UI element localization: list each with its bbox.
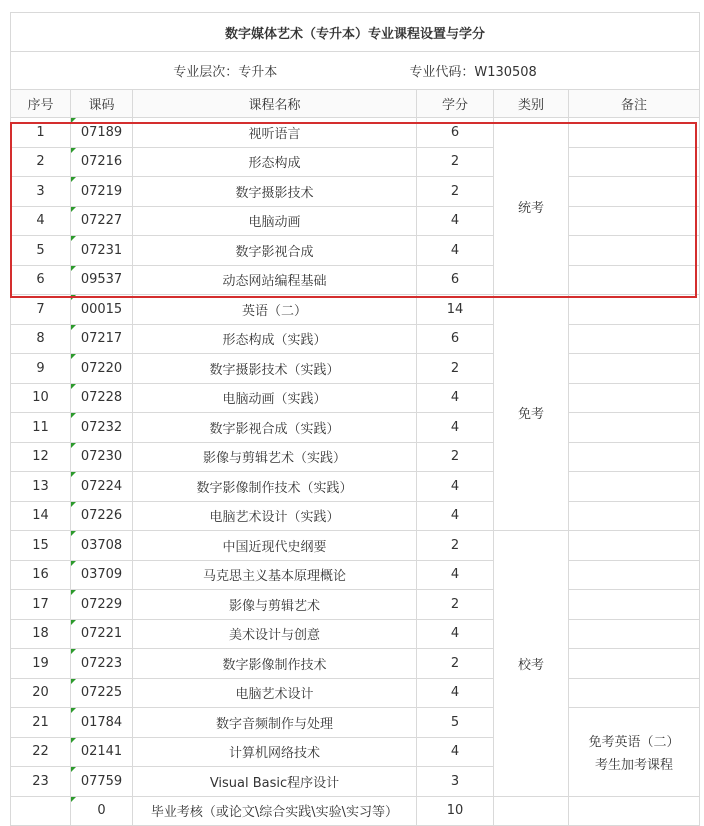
- row-no: 19: [11, 649, 71, 679]
- row-no: 11: [11, 413, 71, 443]
- row-name: 电脑动画: [133, 206, 417, 236]
- row-code-text: 07231: [80, 242, 123, 258]
- row-name: 数字影像制作技术: [133, 649, 417, 679]
- row-no: 15: [11, 531, 71, 561]
- row-credit: 4: [417, 413, 494, 443]
- row-name: 数字摄影技术: [133, 177, 417, 207]
- row-code-text: 07221: [80, 626, 123, 642]
- major-code: 专业代码：W130508: [409, 65, 537, 80]
- row-credit: 2: [417, 177, 494, 207]
- row-note: [569, 295, 700, 325]
- row-name: 数字影视合成: [133, 236, 417, 266]
- cell-marker-icon: [71, 177, 76, 182]
- table-row: [11, 265, 700, 295]
- row-no: 5: [11, 236, 71, 266]
- row-credit: 2: [417, 531, 494, 561]
- cell-marker-icon: [71, 472, 76, 477]
- row-no: 9: [11, 354, 71, 384]
- cell-marker-icon: [71, 118, 76, 123]
- cell-marker-icon: [71, 767, 76, 772]
- row-no: 4: [11, 206, 71, 236]
- row-code-text: 03708: [80, 537, 123, 553]
- row-code-text: 02141: [80, 744, 123, 760]
- row-code: [71, 708, 133, 738]
- row-note: [569, 619, 700, 649]
- header-no: 序号: [11, 90, 71, 118]
- row-code-text: 07224: [80, 478, 123, 494]
- row-no: [11, 796, 71, 826]
- cell-marker-icon: [71, 443, 76, 448]
- cell-marker-icon: [71, 295, 76, 300]
- major-level: 专业层次：专升本: [173, 65, 278, 80]
- row-credit: 4: [417, 383, 494, 413]
- row-note: [569, 177, 700, 207]
- row-note: [569, 236, 700, 266]
- row-credit: 14: [417, 295, 494, 325]
- row-code-text: 07228: [80, 390, 123, 406]
- cell-marker-icon: [71, 266, 76, 271]
- row-credit: 2: [417, 590, 494, 620]
- row-no: 20: [11, 678, 71, 708]
- cell-marker-icon: [71, 236, 76, 241]
- row-credit: 2: [417, 354, 494, 384]
- row-credit: 2: [417, 649, 494, 679]
- row-category: [494, 796, 569, 826]
- row-code: [71, 796, 133, 826]
- row-no: 12: [11, 442, 71, 472]
- row-name: 数字音频制作与处理: [133, 708, 417, 738]
- row-code-text: 07217: [80, 331, 123, 347]
- row-code: [71, 737, 133, 767]
- row-name: 影像与剪辑艺术: [133, 590, 417, 620]
- row-category: 统考: [494, 118, 569, 295]
- row-name: 计算机网络技术: [133, 737, 417, 767]
- row-code: [71, 354, 133, 384]
- row-note: [569, 383, 700, 413]
- row-code-text: 07219: [80, 183, 123, 199]
- row-no: 14: [11, 501, 71, 531]
- row-no: 2: [11, 147, 71, 177]
- row-name: 马克思主义基本原理概论: [133, 560, 417, 590]
- row-code-text: 07189: [80, 124, 123, 140]
- row-code-text: 07216: [80, 154, 123, 170]
- table-row: [11, 796, 700, 826]
- cell-marker-icon: [71, 649, 76, 654]
- row-note: [569, 560, 700, 590]
- row-code-text: 09537: [80, 272, 123, 288]
- row-code: [71, 501, 133, 531]
- cell-marker-icon: [71, 413, 76, 418]
- row-note: [569, 442, 700, 472]
- table-row: [11, 383, 700, 413]
- table-row: [11, 236, 700, 266]
- row-no: 17: [11, 590, 71, 620]
- note-line: 免考英语（二）: [588, 734, 680, 750]
- table-row: [11, 413, 700, 443]
- row-code-text: 07227: [80, 213, 123, 229]
- cell-marker-icon: [71, 708, 76, 713]
- row-name: 形态构成: [133, 147, 417, 177]
- row-name: 视听语言: [133, 118, 417, 148]
- row-note: [569, 413, 700, 443]
- cell-marker-icon: [71, 325, 76, 330]
- row-code: [71, 531, 133, 561]
- row-note: [569, 354, 700, 384]
- row-code-text: 07229: [80, 596, 123, 612]
- row-credit: 3: [417, 767, 494, 797]
- row-code: [71, 295, 133, 325]
- row-credit: 6: [417, 118, 494, 148]
- cell-marker-icon: [71, 354, 76, 359]
- note-line: 考生加考课程: [595, 757, 674, 773]
- table-row: [11, 501, 700, 531]
- row-note: [569, 324, 700, 354]
- row-credit: 5: [417, 708, 494, 738]
- row-code-text: 0: [97, 803, 106, 819]
- row-code: [71, 678, 133, 708]
- row-code: [71, 413, 133, 443]
- row-name: 动态网站编程基础: [133, 265, 417, 295]
- table-title: 数字媒体艺术（专升本）专业课程设置与学分: [11, 13, 700, 52]
- row-name: 美术设计与创意: [133, 619, 417, 649]
- course-table: [10, 12, 700, 826]
- table-row: [11, 619, 700, 649]
- row-code: [71, 383, 133, 413]
- row-no: 23: [11, 767, 71, 797]
- row-code: [71, 147, 133, 177]
- row-no: 22: [11, 737, 71, 767]
- row-code: [71, 590, 133, 620]
- row-name: 毕业考核（或论文\综合实践\实验\实习等）: [133, 796, 417, 826]
- row-no: 21: [11, 708, 71, 738]
- cell-marker-icon: [71, 531, 76, 536]
- table-row: [11, 206, 700, 236]
- row-no: 10: [11, 383, 71, 413]
- row-name: 数字影像制作技术（实践）: [133, 472, 417, 502]
- row-no: 1: [11, 118, 71, 148]
- table-row: [11, 354, 700, 384]
- row-credit: 6: [417, 265, 494, 295]
- row-code: [71, 324, 133, 354]
- table-row: [11, 295, 700, 325]
- cell-marker-icon: [71, 679, 76, 684]
- row-code: [71, 265, 133, 295]
- row-code: [71, 442, 133, 472]
- table-row: [11, 531, 700, 561]
- row-code-text: 07226: [80, 508, 123, 524]
- row-credit: 4: [417, 236, 494, 266]
- row-credit: 4: [417, 501, 494, 531]
- cell-marker-icon: [71, 207, 76, 212]
- row-note: [569, 118, 700, 148]
- cell-marker-icon: [71, 797, 76, 802]
- row-name: Visual Basic程序设计: [133, 767, 417, 797]
- row-name: 电脑动画（实践）: [133, 383, 417, 413]
- row-code-text: 07225: [80, 685, 123, 701]
- table-meta: [11, 52, 700, 90]
- cell-marker-icon: [71, 738, 76, 743]
- row-credit: 4: [417, 206, 494, 236]
- table-row: [11, 118, 700, 148]
- row-code: [71, 118, 133, 148]
- row-code: [71, 767, 133, 797]
- row-code-text: 07220: [80, 360, 123, 376]
- row-credit: 4: [417, 737, 494, 767]
- row-code: [71, 560, 133, 590]
- header-code: 课码: [71, 90, 133, 118]
- cell-marker-icon: [71, 148, 76, 153]
- row-code: [71, 177, 133, 207]
- row-note: [569, 147, 700, 177]
- row-note: [569, 796, 700, 826]
- row-name: 数字摄影技术（实践）: [133, 354, 417, 384]
- row-name: 形态构成（实践）: [133, 324, 417, 354]
- row-no: 8: [11, 324, 71, 354]
- table-row: [11, 649, 700, 679]
- header-note: 备注: [569, 90, 700, 118]
- row-name: 数字影视合成（实践）: [133, 413, 417, 443]
- row-credit: 4: [417, 472, 494, 502]
- row-name: 影像与剪辑艺术（实践）: [133, 442, 417, 472]
- row-note: [569, 531, 700, 561]
- row-code: [71, 236, 133, 266]
- row-credit: 4: [417, 678, 494, 708]
- row-code-text: 07230: [80, 449, 123, 465]
- row-no: 6: [11, 265, 71, 295]
- row-note: [569, 649, 700, 679]
- table-row: [11, 678, 700, 708]
- row-no: 13: [11, 472, 71, 502]
- row-name: 电脑艺术设计（实践）: [133, 501, 417, 531]
- table-row: [11, 560, 700, 590]
- row-no: 3: [11, 177, 71, 207]
- cell-marker-icon: [71, 384, 76, 389]
- row-code-text: 07232: [80, 419, 123, 435]
- row-credit: 2: [417, 442, 494, 472]
- row-note: [569, 501, 700, 531]
- table-row: [11, 472, 700, 502]
- header-name: 课程名称: [133, 90, 417, 118]
- row-credit: 2: [417, 147, 494, 177]
- row-code-text: 07759: [80, 773, 123, 789]
- row-credit: 4: [417, 619, 494, 649]
- row-name: 电脑艺术设计: [133, 678, 417, 708]
- table-row: [11, 590, 700, 620]
- row-credit: 10: [417, 796, 494, 826]
- row-code: [71, 649, 133, 679]
- cell-marker-icon: [71, 561, 76, 566]
- cell-marker-icon: [71, 620, 76, 625]
- row-note: [569, 472, 700, 502]
- row-name: 英语（二）: [133, 295, 417, 325]
- row-no: 16: [11, 560, 71, 590]
- row-code: [71, 619, 133, 649]
- row-note: [569, 708, 700, 797]
- row-code-text: 07223: [80, 655, 123, 671]
- header-category: 类别: [494, 90, 569, 118]
- row-note: [569, 590, 700, 620]
- row-note: [569, 678, 700, 708]
- row-note: [569, 206, 700, 236]
- row-credit: 4: [417, 560, 494, 590]
- row-credit: 6: [417, 324, 494, 354]
- row-code-text: 01784: [80, 714, 123, 730]
- table-row: [11, 708, 700, 738]
- row-code-text: 03709: [80, 567, 123, 583]
- row-note: [569, 265, 700, 295]
- row-code: [71, 472, 133, 502]
- table-row: [11, 442, 700, 472]
- cell-marker-icon: [71, 590, 76, 595]
- header-credit: 学分: [417, 90, 494, 118]
- table-row: [11, 147, 700, 177]
- row-code-text: 00015: [80, 301, 123, 317]
- row-category: 校考: [494, 531, 569, 797]
- table-row: [11, 177, 700, 207]
- row-name: 中国近现代史纲要: [133, 531, 417, 561]
- row-no: 18: [11, 619, 71, 649]
- table-row: [11, 324, 700, 354]
- row-code: [71, 206, 133, 236]
- cell-marker-icon: [71, 502, 76, 507]
- row-category: 免考: [494, 295, 569, 531]
- row-no: 7: [11, 295, 71, 325]
